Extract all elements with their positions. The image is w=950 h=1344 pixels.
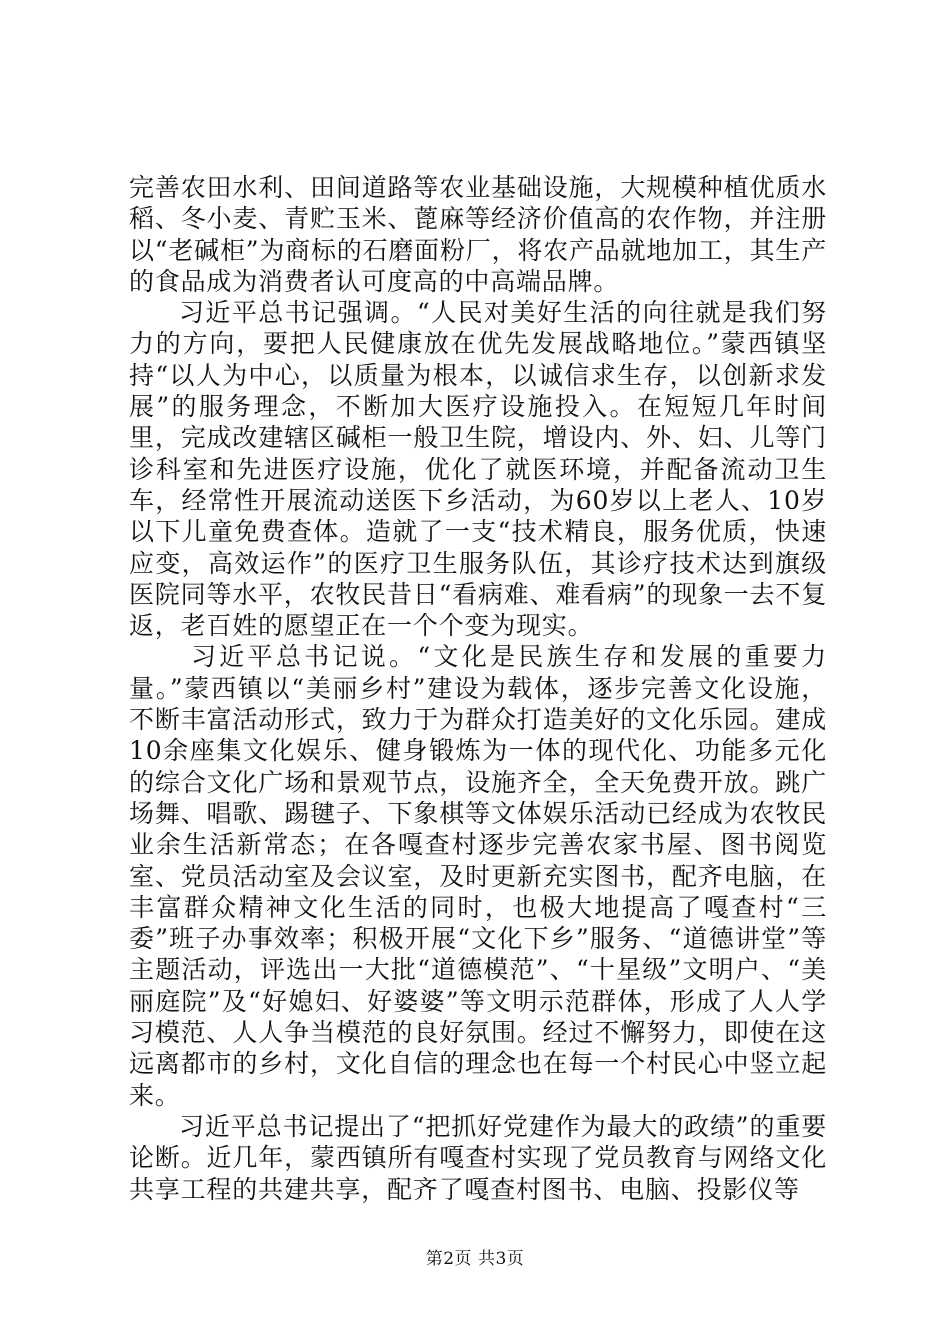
page-footer: 第2页 共3页 <box>425 1249 525 1269</box>
paragraph-4: 习近平总书记提出了“把抓好党建作为最大的政绩”的重要论断。近几年，蒙西镇所有嘎查村实现了党员教育与网络文化共享工程的共建共享，配齐了嘎查村图书、电脑、投影仪等 <box>129 1111 827 1204</box>
paragraph-2: 习近平总书记强调。“人民对美好生活的向往就是我们努力的方向，要把人民健康放在优先发展战略地位。”蒙西镇坚持“以人为中心，以质量为根本，以诚信求生存，以创新求发展”的服务理念，不断加大医疗设施投入。在短短几年时间里，完成改建辖区碱柜一般卫生院，增设内、外、妇、儿等门诊科室和先进医疗设施，优化了就医环境，并配备流动卫生车，经常性开展流动送医下乡活动，为60岁以上老人、10岁以下儿童免费查体。造就了一支“技术精良，服务优质，快速应变，高效运作”的医疗卫生服务队伍，其诊疗技术达到旗级医院同等水平，农牧民昔日“看病难、难看病”的现象一去不复返，老百姓的愿望正在一个个变为现实。 <box>129 298 827 641</box>
paragraph-3: 习近平总书记说。“文化是民族生存和发展的重要力量。”蒙西镇以“美丽乡村”建设为载体，逐步完善文化设施，不断丰富活动形式，致力于为群众打造美好的文化乐园。建成10余座集文化娱乐、健身锻炼为一体的现代化、功能多元化的综合文化广场和景观节点，设施齐全，全天免费开放。跳广场舞、唱歌、踢毽子、下象棋等文体娱乐活动已经成为农牧民业余生活新常态；在各嘎查村逐步完善农家书屋、图书阅览室、党员活动室及会议室，及时更新充实图书，配齐电脑，在丰富群众精神文化生活的同时，也极大地提高了嘎查村“三委”班子办事效率；积极开展“文化下乡”服务、“道德讲堂”等主题活动，评选出一大批“道德模范”、“十星级”文明户、“美丽庭院”及“好媳妇、好婆婆”等文明示范群体，形成了人人学习模范、人人争当模范的良好氛围。经过不懈努力，即使在这远离都市的乡村，文化自信的理念也在每一个村民心中竖立起来。 <box>129 642 827 1110</box>
document-body <box>129 172 827 1205</box>
paragraph-1: 完善农田水利、田间道路等农业基础设施，大规模种植优质水稻、冬小麦、青贮玉米、蓖麻等经济价值高的农作物，并注册以“老碱柜”为商标的石磨面粉厂，将农产品就地加工，其生产的食品成为消费者认可度高的中高端品牌。 <box>129 173 827 296</box>
